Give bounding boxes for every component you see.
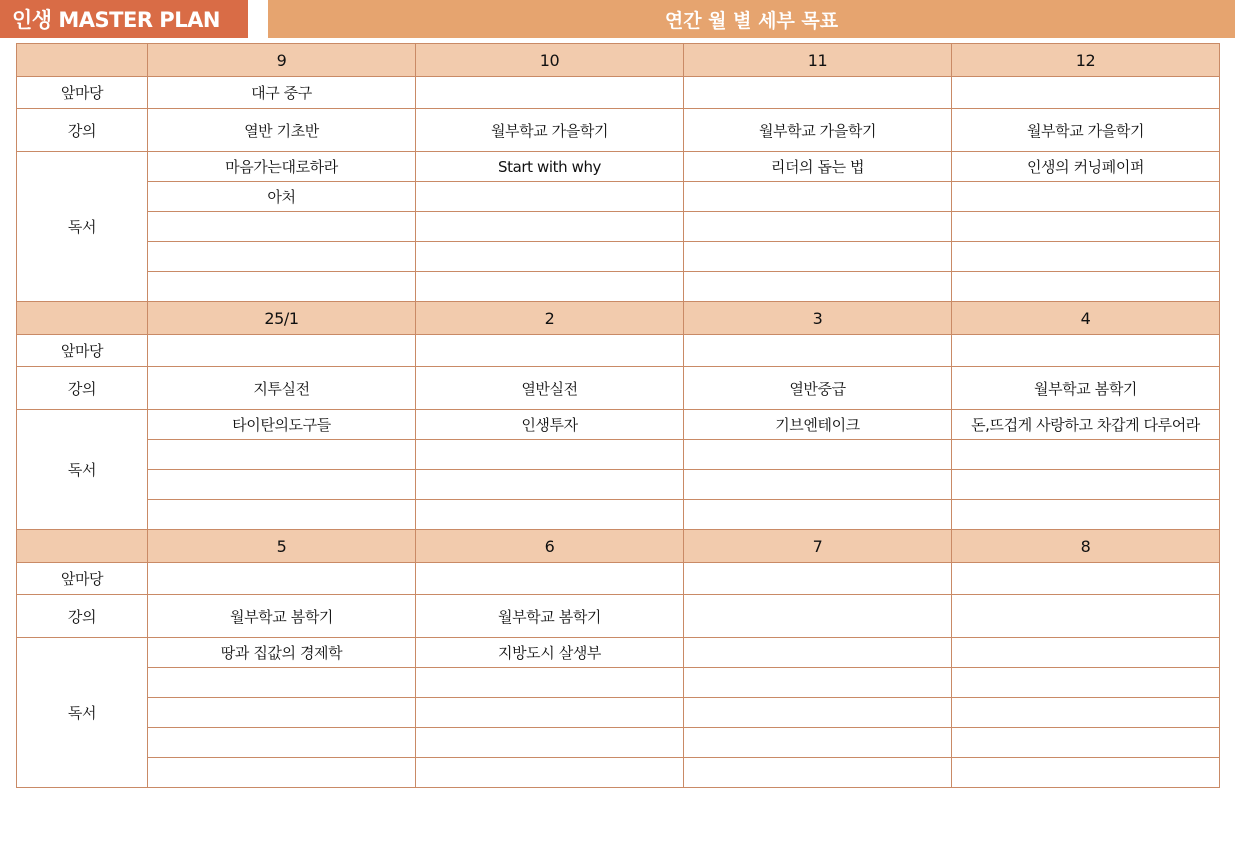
month-header: 25/1 [148, 302, 416, 335]
lecture-row [17, 109, 1220, 152]
month-header: 3 [684, 302, 952, 335]
month-header-corner [17, 44, 148, 77]
reading-cell [148, 272, 416, 302]
reading-row [17, 470, 1220, 500]
reading-cell [952, 500, 1220, 530]
reading-cell [416, 668, 684, 698]
reading-cell [952, 728, 1220, 758]
reading-cell [952, 242, 1220, 272]
month-header: 11 [684, 44, 952, 77]
front-yard-cell [952, 335, 1220, 367]
front-yard-cell [684, 77, 952, 109]
lecture-row [17, 595, 1220, 638]
front-yard-row [17, 77, 1220, 109]
row-label-reading: 독서 [17, 410, 148, 530]
lecture-cell [952, 595, 1220, 638]
month-header: 12 [952, 44, 1220, 77]
reading-cell [952, 272, 1220, 302]
lecture-cell: 월부학교 가을학기 [684, 109, 952, 152]
lecture-cell: 월부학교 봄학기 [952, 367, 1220, 410]
reading-cell [148, 470, 416, 500]
month-header: 8 [952, 530, 1220, 563]
lecture-cell: 지투실전 [148, 367, 416, 410]
reading-cell [684, 212, 952, 242]
reading-cell [684, 728, 952, 758]
reading-row [17, 638, 1220, 668]
reading-cell [416, 728, 684, 758]
reading-row [17, 182, 1220, 212]
front-yard-row [17, 335, 1220, 367]
reading-row [17, 758, 1220, 788]
reading-cell [684, 440, 952, 470]
reading-cell [416, 758, 684, 788]
lecture-cell: 월부학교 가을학기 [952, 109, 1220, 152]
front-yard-cell [416, 77, 684, 109]
reading-cell: 돈,뜨겁게 사랑하고 차갑게 다루어라 [952, 410, 1220, 440]
reading-cell: 인생투자 [416, 410, 684, 440]
reading-cell [148, 668, 416, 698]
reading-cell [148, 242, 416, 272]
reading-cell [416, 242, 684, 272]
reading-cell [148, 728, 416, 758]
reading-cell [684, 242, 952, 272]
monthly-goals-table [16, 43, 1220, 788]
reading-row [17, 152, 1220, 182]
month-header-row [17, 530, 1220, 563]
reading-cell [416, 272, 684, 302]
reading-row [17, 242, 1220, 272]
month-header: 9 [148, 44, 416, 77]
lecture-cell [684, 595, 952, 638]
reading-row [17, 698, 1220, 728]
front-yard-row [17, 563, 1220, 595]
lecture-cell: 월부학교 봄학기 [416, 595, 684, 638]
reading-cell [416, 470, 684, 500]
row-label-lecture: 강의 [17, 595, 148, 638]
lecture-cell: 월부학교 가을학기 [416, 109, 684, 152]
app-title: 인생 MASTER PLAN [0, 0, 248, 38]
reading-cell: 타이탄의도구들 [148, 410, 416, 440]
front-yard-cell [952, 77, 1220, 109]
row-label-lecture: 강의 [17, 109, 148, 152]
row-label-reading: 독서 [17, 152, 148, 302]
front-yard-cell [416, 335, 684, 367]
reading-cell [952, 470, 1220, 500]
row-label-front-yard: 앞마당 [17, 335, 148, 367]
lecture-row [17, 367, 1220, 410]
front-yard-cell [148, 335, 416, 367]
month-header-corner [17, 302, 148, 335]
lecture-cell: 월부학교 봄학기 [148, 595, 416, 638]
month-header: 5 [148, 530, 416, 563]
front-yard-cell [416, 563, 684, 595]
reading-cell [684, 638, 952, 668]
month-header-row [17, 44, 1220, 77]
reading-cell [416, 440, 684, 470]
reading-cell [684, 182, 952, 212]
row-label-reading: 독서 [17, 638, 148, 788]
reading-row [17, 212, 1220, 242]
front-yard-cell: 대구 중구 [148, 77, 416, 109]
reading-cell: 인생의 커닝페이퍼 [952, 152, 1220, 182]
reading-cell [684, 500, 952, 530]
front-yard-cell [684, 563, 952, 595]
reading-cell [148, 758, 416, 788]
month-header: 2 [416, 302, 684, 335]
reading-cell [148, 212, 416, 242]
reading-cell [416, 698, 684, 728]
reading-cell [952, 668, 1220, 698]
month-header: 6 [416, 530, 684, 563]
month-header: 10 [416, 44, 684, 77]
reading-cell [952, 638, 1220, 668]
reading-cell [148, 500, 416, 530]
month-header-corner [17, 530, 148, 563]
reading-row [17, 410, 1220, 440]
reading-cell [684, 698, 952, 728]
front-yard-cell [148, 563, 416, 595]
lecture-cell: 열반 기초반 [148, 109, 416, 152]
month-header-row [17, 302, 1220, 335]
front-yard-cell [952, 563, 1220, 595]
reading-cell [416, 212, 684, 242]
reading-cell [952, 440, 1220, 470]
reading-cell: 아처 [148, 182, 416, 212]
reading-row [17, 500, 1220, 530]
reading-row [17, 440, 1220, 470]
reading-row [17, 272, 1220, 302]
lecture-cell: 열반실전 [416, 367, 684, 410]
reading-cell: 리더의 돕는 법 [684, 152, 952, 182]
reading-cell: 기브엔테이크 [684, 410, 952, 440]
reading-row [17, 728, 1220, 758]
reading-cell [684, 668, 952, 698]
reading-cell [684, 272, 952, 302]
reading-cell: 지방도시 살생부 [416, 638, 684, 668]
reading-cell [684, 758, 952, 788]
row-label-lecture: 강의 [17, 367, 148, 410]
reading-cell [952, 212, 1220, 242]
reading-cell [148, 698, 416, 728]
reading-row [17, 668, 1220, 698]
lecture-cell: 열반중급 [684, 367, 952, 410]
reading-cell [952, 698, 1220, 728]
reading-cell: 마음가는대로하라 [148, 152, 416, 182]
reading-cell [952, 758, 1220, 788]
reading-cell [684, 470, 952, 500]
month-header: 7 [684, 530, 952, 563]
reading-cell [148, 440, 416, 470]
reading-cell [952, 182, 1220, 212]
row-label-front-yard: 앞마당 [17, 77, 148, 109]
reading-cell [416, 182, 684, 212]
row-label-front-yard: 앞마당 [17, 563, 148, 595]
front-yard-cell [684, 335, 952, 367]
page-title: 연간 월 별 세부 목표 [268, 0, 1235, 38]
reading-cell [416, 500, 684, 530]
reading-cell: Start with why [416, 152, 684, 182]
reading-cell: 땅과 집값의 경제학 [148, 638, 416, 668]
month-header: 4 [952, 302, 1220, 335]
